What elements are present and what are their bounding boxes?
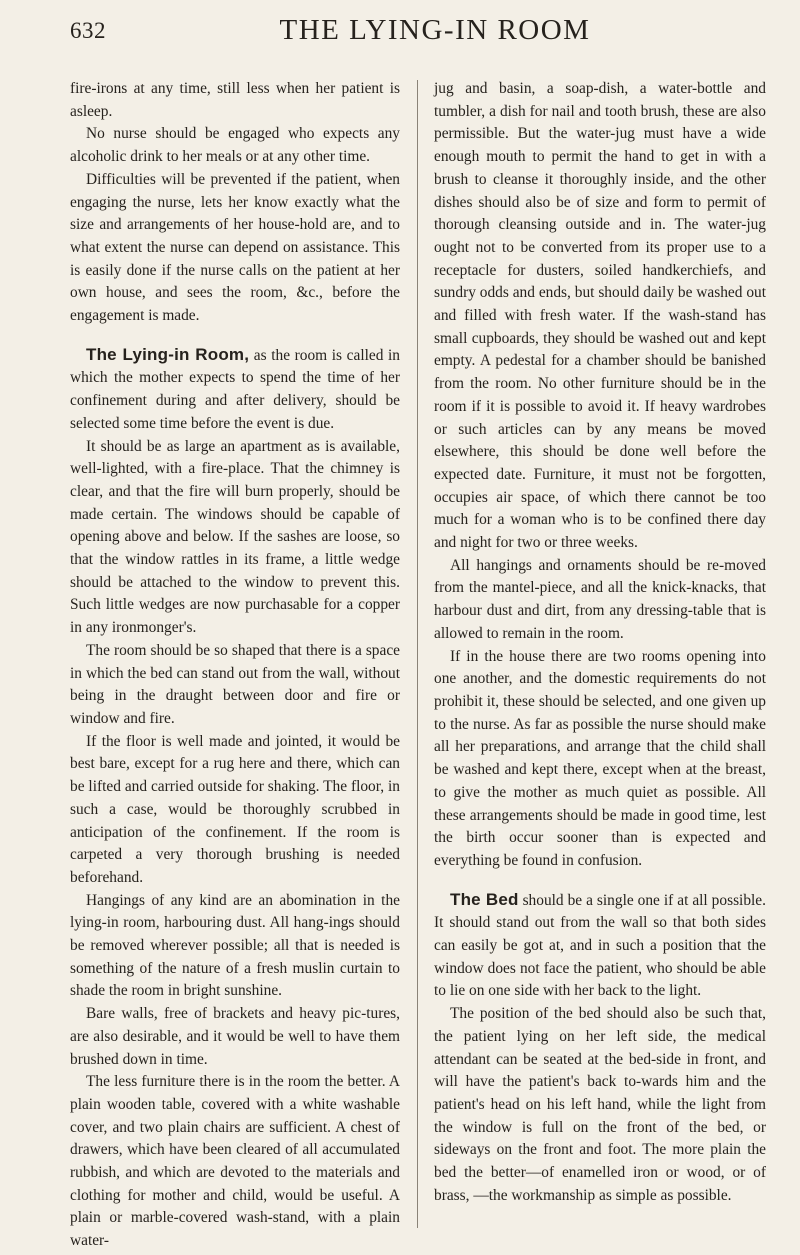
paragraph: The room should be so shaped that there is a space in which the bed can stand out from the wall, without being in the draught between door and fire or window and fire.	[70, 641, 400, 727]
section-lying-in-room	[70, 344, 400, 436]
running-head: THE LYING-IN ROOM	[279, 14, 591, 46]
paragraph: fire-irons at any time, still less when her patient is asleep.	[70, 80, 400, 120]
paragraph: If in the house there are two rooms opening into one another, and the domestic requirements do not prohibit it, these should be selected, and one given up to the nurse. As far as possible the nurse should make all her preparations, and arrange that the child shall be washed and kept there, except when at the breast, to give the mother as much quiet as possible. All these arrangements should be made in good time, lest the birth occur sooner than is expected and everything be found in confusion.	[434, 647, 766, 869]
column-divider	[417, 80, 418, 1228]
paragraph: If the floor is well made and jointed, it would be best bare, except for a rug here and there, which can be lifted and carried outside for shaking. The floor, in such a case, would be thoroughly scrubbed in anticipation of the confinement. If the room is carpeted a very thorough brushing is needed beforehand.	[70, 732, 400, 886]
paragraph: The less furniture there is in the room the better. A plain wooden table, covered with a white washable cover, and two plain chairs are sufficient. A chest of drawers, which have been cleared of all accumulated rubbish, and which are devoted to the materials and clothing for mother and child, would be useful. A plain or marble-covered wash-stand, with a plain water-	[70, 1073, 400, 1250]
section-heading: The Lying-in Room,	[86, 344, 250, 364]
section-text: as the room is called in which the mother expects to spend the time of her confinement during and after delivery, should be selected some time before the event is due.	[70, 346, 400, 432]
section-text: should be a single one if at all possible. It should stand out from the wall so that both sides can easily be got at, and in such a position that the window does not face the patient, who should be able to lie on one side with her back to the light.	[434, 891, 766, 1000]
page-number: 632	[70, 18, 106, 43]
left-column	[70, 78, 400, 1253]
paragraph: It should be as large an apartment as is available, well-lighted, with a fire-place. That the chimney is clear, and that the fire will burn properly, should be made certain. The windows should be capable of opening above and below. If the sashes are loose, so that the window rattles in its frame, a little wedge should be attached to the window to prevent this. Such little wedges are now purchasable for a copper in any ironmonger's.	[70, 437, 400, 637]
paragraph: No nurse should be engaged who expects any alcoholic drink to her meals or at any other time.	[70, 125, 400, 166]
paragraph: Hangings of any kind are an abomination in the lying-in room, harbouring dust. All hang-ings should be removed wherever possible; all that is needed is something of the nature of a fresh muslin curtain to shade the room in bright sunshine.	[70, 891, 400, 1000]
paragraph: jug and basin, a soap-dish, a water-bottle and tumbler, a dish for nail and tooth brush, these are also permissible. But the water-jug must have a wide enough mouth to permit the hand to get in with a brush to cleanse it thoroughly inside, and the other dishes should also be of size and form to permit of thorough cleansing outside and in. The water-jug ought not to be converted from its proper use to a receptacle for dusters, soiled handkerchiefs, and sundry odds and ends, but should daily be washed out and filled with fresh water. If the wash-stand has small cupboards, they should be washed out and kept empty. A pedestal for a chamber should be banished from the room. No other furniture should be in the room if it is possible to avoid it. If heavy wardrobes or such articles can by any means be moved elsewhere, this should be done well before the expected date. Furniture, it must not be forgotten, occupies air space, of which there cannot be too much for a woman who is to be confined there day and night for two or three weeks.	[434, 80, 766, 552]
right-column	[434, 78, 766, 1207]
section-heading: The Bed	[450, 889, 519, 909]
paragraph: Difficulties will be prevented if the patient, when engaging the nurse, lets her know exactly what the size and arrangements of her house-hold are, and to what extent the nurse can depend on assistance. This is easily done if the nurse calls on the patient at her own house, and sees the room, &c., before the engagement is made.	[70, 170, 400, 325]
paragraph: All hangings and ornaments should be re-moved from the mantel-piece, and all the knick-knacks, that harbour dust and dirt, from any dressing-table that is allowed to remain in the room.	[434, 556, 766, 642]
paragraph: The position of the bed should also be such that, the patient lying on her left side, the medical attendant can be seated at the bed-side in front, and will have the patient's back to-wards him and the patient's head on his left hand, while the light from the window is full on the front of the bed, or sideways on the front and foot. The more plain the bed the better—of enamelled iron or wood, or of brass, —the workmanship as simple as possible.	[434, 1005, 766, 1204]
section-bed	[434, 889, 766, 1004]
paragraph: Bare walls, free of brackets and heavy pic-tures, are also desirable, and it would be well to have them brushed down in time.	[70, 1005, 400, 1068]
